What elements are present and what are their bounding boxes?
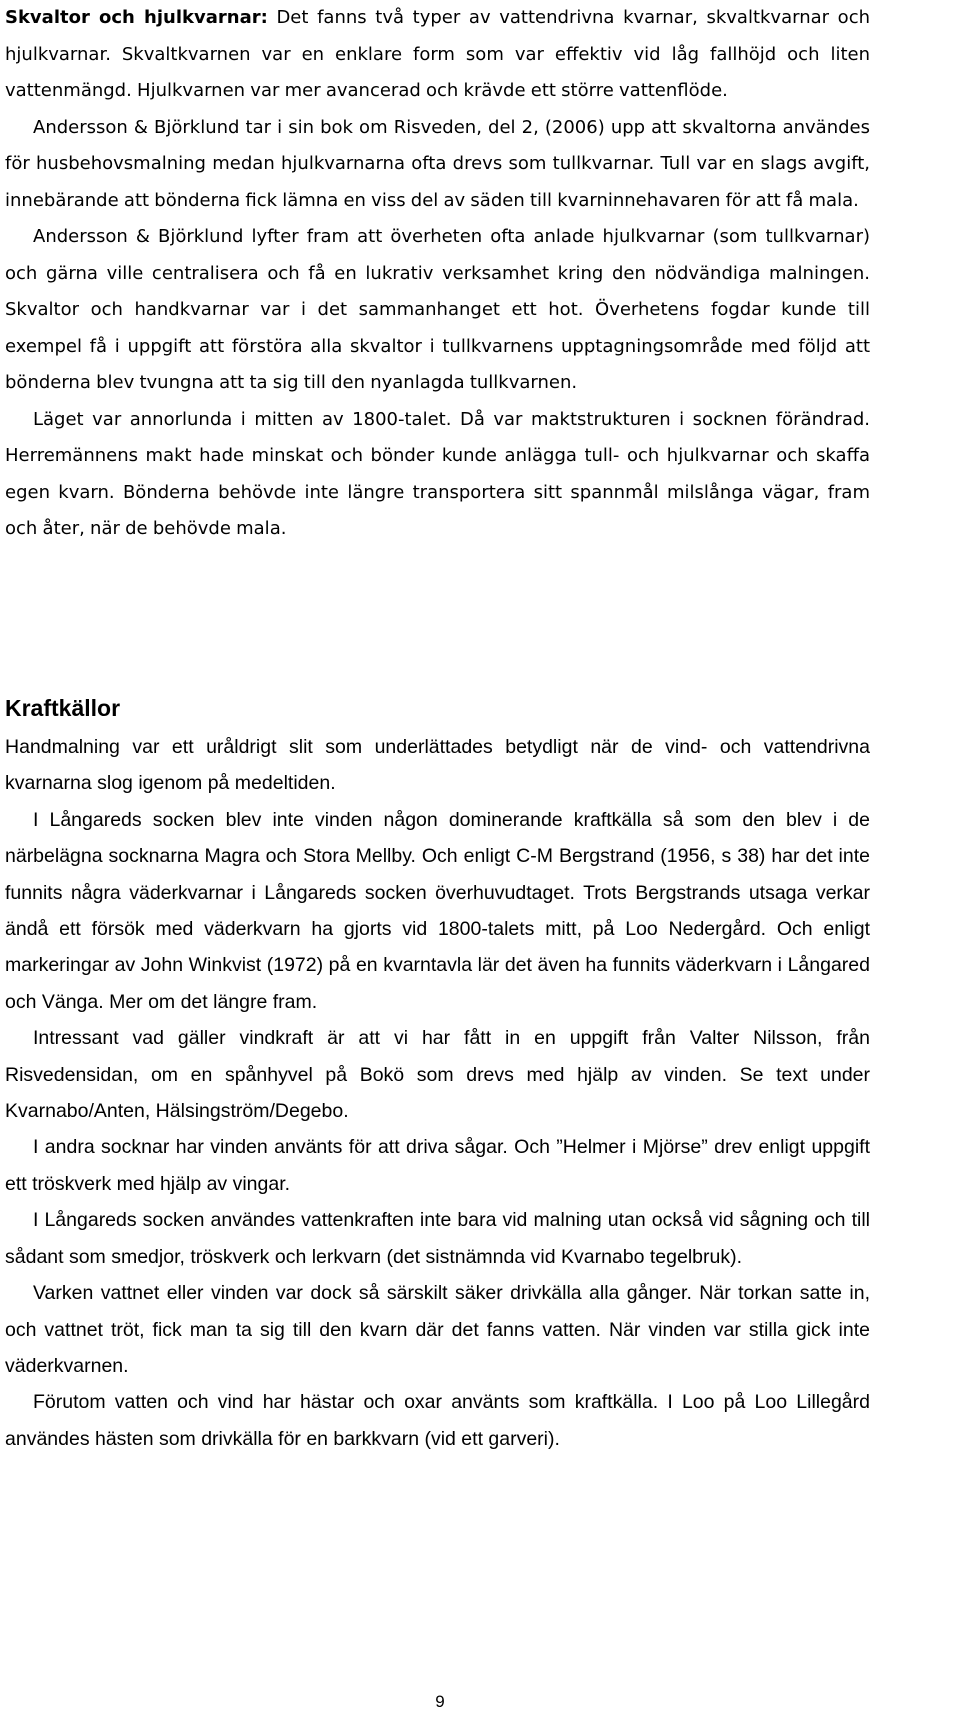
paragraph-text: Andersson & Björklund tar i sin bok om Risveden, del 2, (2006) upp att skvaltorna användes för husbehovsmalning medan hjulkvarnarna ofta drevs som tullkvarnar. [5, 116, 870, 174]
paragraph: Förutom vatten och vind har hästar och oxar använts som kraftkälla. I Loo på Loo Lillegård användes hästen som drivkälla för en barkkvarn (vid ett garveri). [5, 1391, 870, 1450]
paragraph: I andra socknar har vinden använts för att driva sågar. Och ”Helmer i Mjörse” drev enligt uppgift ett tröskverk med hjälp av vingar. [5, 1136, 870, 1195]
section-power-sources [5, 693, 870, 1457]
paragraph-text: Tull var en slags avgift, innebärande att bönderna fick lämna en viss del av säden till kvarninnehavaren för att få mala. [5, 153, 870, 211]
paragraph: Handmalning var ett uråldrigt slit som underlättades betydligt när de vind- och vattendrivna kvarnarna slog igenom på medeltiden. [5, 736, 870, 795]
section-mills [5, 0, 870, 548]
paragraph [5, 110, 870, 220]
paragraph-text: Det fanns två typer av vattendrivna kvarnar, skvaltkvarnar och hjulkvarnar. Skvaltkvarnen var en enklare form som var effektiv vid låg fallhöjd och liten vattenmängd. Hjulkvarnen var mer avancerad och krävde ett större vattenflöde. [5, 7, 871, 101]
paragraph [5, 0, 870, 110]
paragraph: Läget var annorlunda i mitten av 1800-talet. Då var maktstrukturen i socknen förändrad. Herremännens makt hade minskat och bönder kunde anlägga tull- och hjulkvarnar och skaffa egen kvarn. Bönderna behövde inte längre transportera sitt spannmål milslånga vägar, fram och åter, när de behövde mala. [5, 408, 870, 539]
section-heading: Kraftkällor [5, 695, 121, 721]
page-number: 9 [435, 1692, 445, 1711]
lead-term: Skvaltor och hjulkvarnar: [5, 7, 268, 28]
paragraph: I Långareds socken blev inte vinden någon dominerande kraftkälla så som den blev i de närbelägna socknarna Magra och Stora Mellby. Och enligt C-M Bergstrand (1956, s 38) har det inte funnits några väderkvarnar i Långareds socken överhuvudtaget. Trots Bergstrands utsaga verkar ändå ett försök med väderkvarn ha gjorts vid 1800-talets mitt, på Loo Nedergård. Och enligt markeringar av John Winkvist (1972) på en kvarntavla lär det även ha funnits väderkvarn i Långared och Vänga. Mer om det längre fram. [5, 808, 870, 1013]
paragraph: Intressant vad gäller vindkraft är att vi har fått in en uppgift från Valter Nilsson, från Risvedensidan, om en spånhyvel på Bokö som drevs med hjälp av vinden. Se text under Kvarnabo/Anten, Hälsingström/Degebo. [5, 1027, 870, 1123]
paragraph: Andersson & Björklund lyfter fram att överheten ofta anlade hjulkvarnar (som tullkvarnar) och gärna ville centralisera och få en lukrativ verksamhet kring den nödvändiga malningen. Skvaltor och handkvarnar var i det sammanhanget ett hot. Överhetens fogdar kunde till exempel få i uppgift att förstöra alla skvaltor i tullkvarnens upptagningsområde med följd att bönderna blev tvungna att ta sig till den nyanlagda tullkvarnen. [5, 226, 870, 393]
paragraph: Varken vattnet eller vinden var dock så särskilt säker drivkälla alla gånger. När torkan satte in, och vattnet tröt, fick man ta sig till den kvarn där det fanns vatten. När vinden var stilla gick inte väderkvarnen. [5, 1282, 870, 1377]
paragraph: I Långareds socken användes vattenkraften inte bara vid malning utan också vid sågning och till sådant som smedjor, tröskverk och lerkvarn (det sistnämnda vid Kvarnabo tegelbruk). [5, 1209, 870, 1268]
